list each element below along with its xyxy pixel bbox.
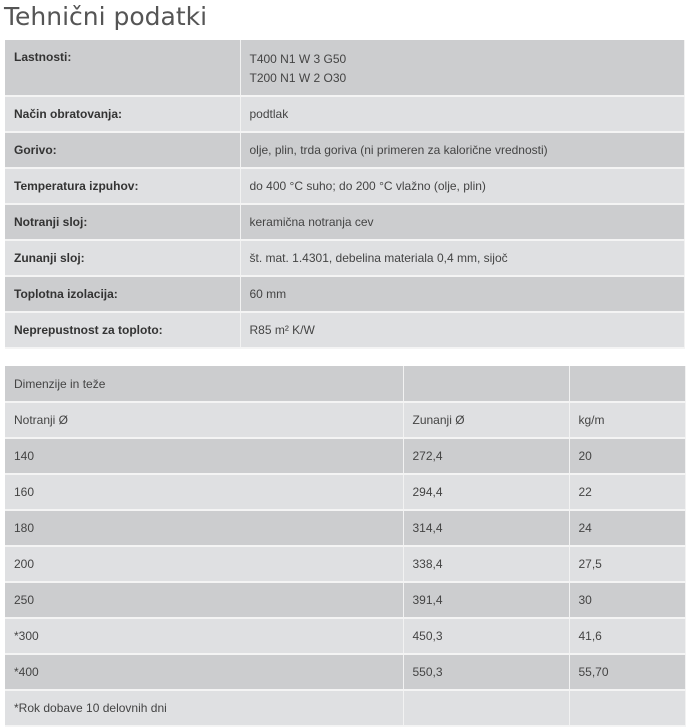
empty-cell [569,366,685,402]
table-row [5,654,685,690]
outer-diameter-cell: 450,3 [403,618,569,654]
property-value-line: T200 N1 W 2 O30 [249,70,347,85]
weight-cell: 41,6 [569,618,685,654]
inner-diameter-cell: 250 [5,582,403,618]
property-row [5,40,685,96]
property-label: Notranji sloj: [5,204,240,240]
property-row [5,96,685,132]
property-row [5,204,685,240]
delivery-footnote: *Rok dobave 10 delovnih dni [5,690,403,726]
table-row [5,546,685,582]
weight-cell: 22 [569,474,685,510]
property-label: Toplotna izolacija: [5,276,240,312]
property-label: Gorivo: [5,132,240,168]
inner-diameter-cell: 200 [5,546,403,582]
page-title: Tehnični podatki [4,2,208,31]
property-label: Temperatura izpuhov: [5,168,240,204]
property-value: št. mat. 1.4301, debelina materiala 0,4 mm, sijoč [240,240,685,276]
inner-diameter-cell: 180 [5,510,403,546]
weight-cell: 24 [569,510,685,546]
inner-diameter-cell: *300 [5,618,403,654]
property-value [240,40,685,96]
table-row [5,582,685,618]
table-row [5,474,685,510]
property-label: Zunanji sloj: [5,240,240,276]
outer-diameter-cell: 338,4 [403,546,569,582]
property-value: 60 mm [240,276,685,312]
property-value: R85 m² K/W [240,312,685,348]
outer-diameter-cell: 272,4 [403,438,569,474]
column-header: kg/m [569,402,685,438]
weight-cell: 20 [569,438,685,474]
dimensions-section-title: Dimenzije in teže [5,366,403,402]
footnote-row [5,690,685,726]
property-value: keramična notranja cev [240,204,685,240]
outer-diameter-cell: 391,4 [403,582,569,618]
column-header: Zunanji Ø [403,402,569,438]
table-row [5,438,685,474]
inner-diameter-cell: *400 [5,654,403,690]
property-row [5,168,685,204]
dimensions-table [5,366,686,727]
property-value: do 400 °C suho; do 200 °C vlažno (olje, plin) [240,168,685,204]
column-header: Notranji Ø [5,402,403,438]
empty-cell [403,690,569,726]
dimensions-header-row [5,402,685,438]
property-value-line: T400 N1 W 3 G50 [249,51,347,66]
property-row [5,240,685,276]
technical-properties-table [5,40,685,349]
outer-diameter-cell: 550,3 [403,654,569,690]
table-row [5,618,685,654]
weight-cell: 30 [569,582,685,618]
outer-diameter-cell: 314,4 [403,510,569,546]
weight-cell: 27,5 [569,546,685,582]
property-label: Neprepustnost za toploto: [5,312,240,348]
inner-diameter-cell: 160 [5,474,403,510]
property-label: Način obratovanja: [5,96,240,132]
property-value: podtlak [240,96,685,132]
table-row [5,510,685,546]
weight-cell: 55,70 [569,654,685,690]
empty-cell [569,690,685,726]
dimensions-title-row [5,366,685,402]
empty-cell [403,366,569,402]
inner-diameter-cell: 140 [5,438,403,474]
property-value: olje, plin, trda goriva (ni primeren za kalorične vrednosti) [240,132,685,168]
property-row [5,132,685,168]
property-label: Lastnosti: [5,40,240,96]
property-row [5,276,685,312]
outer-diameter-cell: 294,4 [403,474,569,510]
property-row [5,312,685,348]
